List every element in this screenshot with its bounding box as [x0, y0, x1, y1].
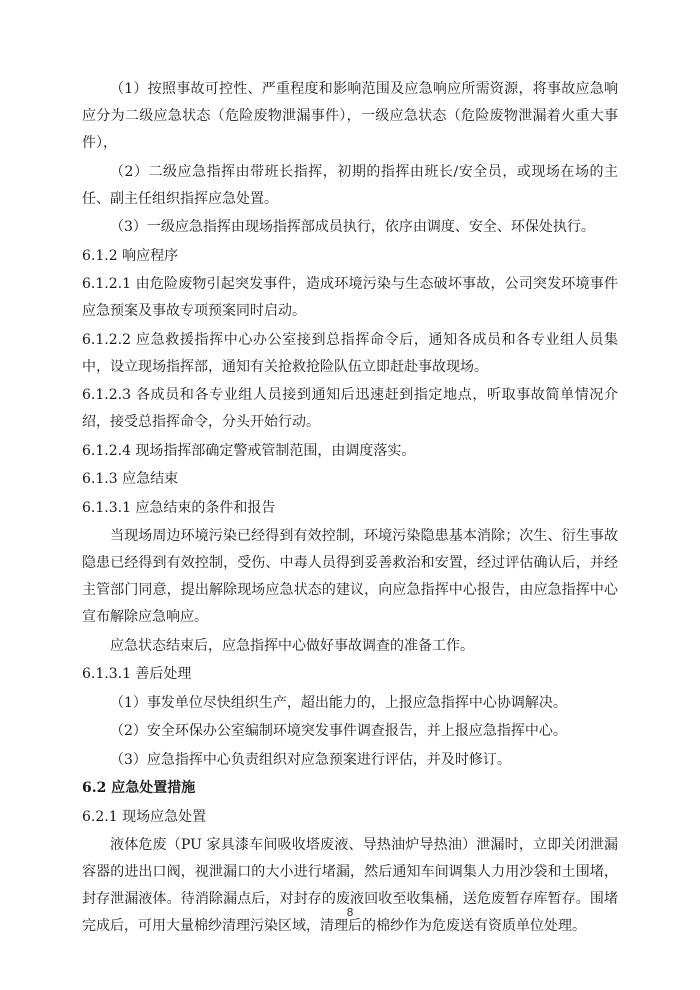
section-heading-6-1-2: 6.1.2 响应程序: [82, 247, 179, 264]
page-number: 8: [346, 906, 354, 919]
clause-6-1-2-2: 6.1.2.2 应急救援指挥中心办公室接到总指挥命令后，通知各成员和各专业组人员集中，设立现场指挥部，通知有关抢救抢险队伍立即赶赴事故现场。: [82, 331, 618, 375]
paragraph-response-levels: （1）按照事故可控性、严重程度和影响范围及应急响应所需资源，将事故应急响应分为二级应急状态（危险废物泄漏事件），一级应急状态（危险废物泄漏着火重大事件），: [82, 81, 618, 151]
clause-6-1-2-4: 6.1.2.4 现场指挥部确定警戒管制范围，由调度落实。: [82, 442, 416, 459]
paragraph-onsite-disposal: 液体危废（PU 家具漆车间吸收塔废液、导热油炉导热油）泄漏时，立即关闭泄漏容器的进出口阀，视泄漏口的大小进行堵漏，然后通知车间调集人力用沙袋和土围堵，封存泄漏液体。待消除漏点后，对封存的废液回收至收集桶，送危废暂存库暂存。围堵完成后，可用大量棉纱清理污染区域，清理后的棉纱作为危废送有资质单位处理。: [82, 837, 618, 934]
paragraph-end-conditions: 当现场周边环境污染已经得到有效控制，环境污染隐患基本消除；次生、衍生事故隐患已经得到有效控制，受伤、中毒人员得到妥善救治和安置，经过评估确认后，并经主管部门同意，提出解除现场应急状态的建议，向应急指挥中心报告，由应急指挥中心宣布解除应急响应。: [82, 528, 618, 625]
paragraph-level-two-command: （2）二级应急指挥由带班长指挥，初期的指挥由班长/安全员，或现场在场的主任、副主任组织指挥应急处置。: [82, 163, 618, 207]
section-heading-6-2: 6.2 应急处置措施: [82, 780, 196, 796]
clause-6-1-2-3: 6.1.2.3 各成员和各专业组人员接到通知后迅速赶到指定地点，听取事故简单情况介绍，接受总指挥命令，分头开始行动。: [82, 387, 618, 430]
clause-6-1-2-1: 6.1.2.1 由危险废物引起突发事件，造成环境污染与生态破坏事故，公司突发环境事件应急预案及事故专项预案同时启动。: [82, 276, 618, 319]
paragraph-aftermath-1: （1）事发单位尽快组织生产，超出能力的，上报应急指挥中心协调解决。: [110, 694, 567, 711]
paragraph-aftermath-2: （2）安全环保办公室编制环境突发事件调查报告，并上报应急指挥中心。: [110, 723, 567, 739]
section-heading-6-2-1: 6.2.1 现场应急处置: [82, 808, 207, 825]
document-body: [82, 76, 618, 942]
clause-aftermath: 6.1.3.1 善后处理: [82, 666, 192, 682]
paragraph-aftermath-3: （3）应急指挥中心负责组织对应急预案进行评估，并及时修订。: [110, 751, 511, 768]
paragraph-after-end: 应急状态结束后，应急指挥中心做好事故调查的准备工作。: [110, 637, 474, 654]
clause-6-1-3-1: 6.1.3.1 应急结束的条件和报告: [82, 499, 276, 516]
section-heading-6-1-3: 6.1.3 应急结束: [82, 471, 179, 487]
paragraph-level-one-command: （3）一级应急指挥由现场指挥部成员执行，依序由调度、安全、环保处执行。: [110, 219, 595, 235]
